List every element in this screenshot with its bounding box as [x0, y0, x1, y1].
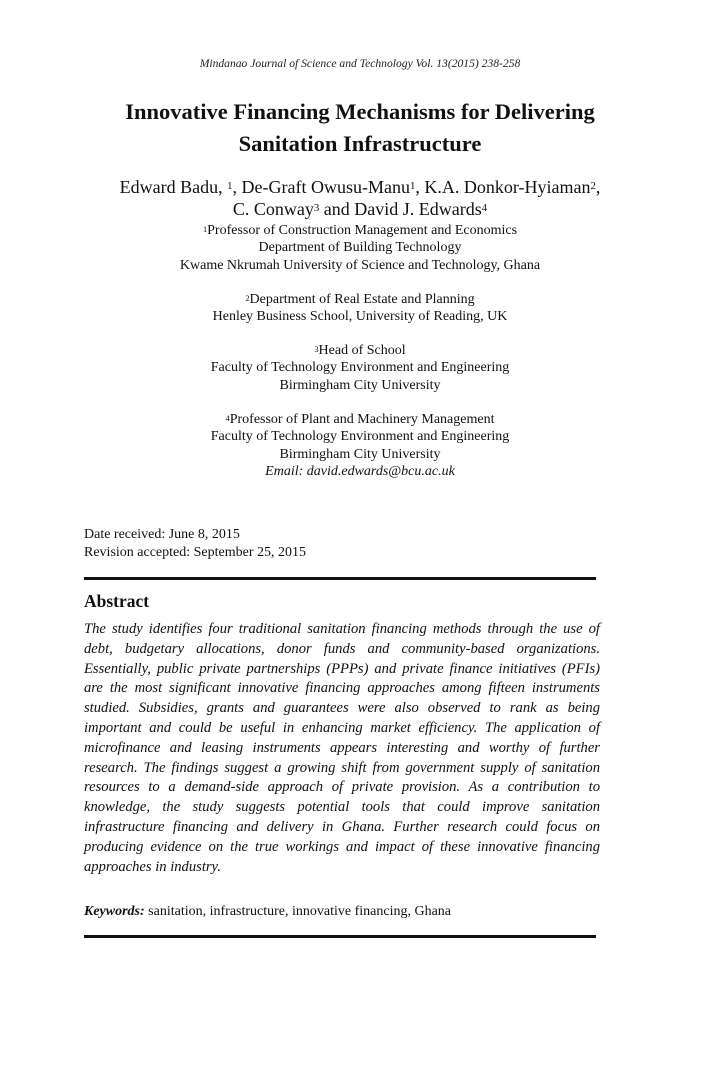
- author-line-2: [0, 198, 720, 220]
- abstract-line: important and could be useful in enhancing market efficiency. The application of: [84, 719, 600, 736]
- affiliation-line: $^3$Head of School: [314, 343, 406, 358]
- author-name: and David J. Edwards: [319, 199, 482, 219]
- keywords-value: sanitation, infrastructure, innovative financing, Ghana: [144, 904, 452, 919]
- affiliation-line: Faculty of Technology Environment and Engineering: [210, 360, 510, 376]
- affiliation-line: Department of Building Technology: [258, 240, 462, 256]
- affiliation-line: Birmingham City University: [279, 446, 441, 462]
- affiliation-line: Faculty of Technology Environment and Engineering: [210, 429, 510, 445]
- author-affiliation-mark: 1: [227, 179, 233, 192]
- author-affiliation-mark: 3: [313, 201, 320, 214]
- author-name: C. Conway: [232, 199, 314, 219]
- keywords: [84, 904, 451, 920]
- abstract-line: producing evidence on the true workings and impact of these innovative financing: [84, 838, 600, 855]
- abstract-line: studied. Subsidies, grants and guarantees were also observed to rank as being: [84, 700, 600, 717]
- keywords-label: Keywords:: [84, 904, 145, 919]
- affiliation-mark: 1: [202, 225, 208, 235]
- abstract-line: The study identifies four traditional sanitation financing methods through the use of: [84, 621, 600, 637]
- abstract-line: approaches in industry.: [84, 858, 221, 875]
- affiliation-line: $^4$Professor of Plant and Machinery Management: [225, 412, 495, 427]
- divider-top: [84, 577, 596, 580]
- affiliation-line: Kwame Nkrumah University of Science and Technology, Ghana: [179, 257, 541, 273]
- date-received: Date received: June 8, 2015: [84, 527, 240, 542]
- title-line-2: Sanitation Infrastructure: [238, 131, 482, 156]
- submission-dates: [84, 526, 306, 561]
- affiliation-3: [0, 342, 720, 394]
- affiliation-2: [0, 291, 720, 326]
- divider-bottom: [84, 935, 596, 938]
- author-name: , De-Graft Owusu-Manu: [232, 177, 410, 197]
- author-name: , K.A. Donkor-Hyiaman: [415, 177, 591, 197]
- affiliation-4: [0, 411, 720, 481]
- affiliation-1: [0, 222, 720, 274]
- affiliation-mark: 3: [314, 345, 319, 355]
- author-name: Edward Badu,: [119, 177, 228, 197]
- author-list: [0, 176, 720, 220]
- revision-accepted: Revision accepted: September 25, 2015: [84, 544, 306, 560]
- abstract-heading: Abstract: [84, 591, 150, 611]
- author-line-1: [0, 176, 720, 198]
- author-affiliation-mark: 1: [409, 179, 416, 192]
- abstract-body: [84, 620, 600, 877]
- abstract-line: knowledge, the study suggests potential tools that could improve sanitation: [84, 799, 600, 816]
- affiliation-line: $^1$Professor of Construction Management and Economics: [202, 223, 518, 238]
- affiliation-line: Birmingham City University: [279, 377, 441, 393]
- journal-header: Mindanao Journal of Science and Technology Vol. 13(2015) 238-258: [199, 57, 521, 70]
- abstract-line: are the most significant innovative financing approaches among fifteen instruments: [84, 680, 600, 697]
- abstract-line: infrastructure financing and delivery in Ghana. Further research could focus on: [84, 818, 600, 835]
- title-line-1: Innovative Financing Mechanisms for Delivering: [125, 99, 595, 124]
- contact-email[interactable]: Email: david.edwards@bcu.ac.uk: [265, 464, 455, 480]
- author-separator: ,: [595, 177, 601, 197]
- author-affiliation-mark: 2: [590, 179, 596, 192]
- abstract-line: debt, budgetary allocations, donor funds and community-based organizations.: [84, 640, 600, 657]
- abstract-line: Essentially, public private partnerships (PPPs) and private finance initiatives (PFIs): [84, 660, 600, 677]
- affiliation-line: $^2$Department of Real Estate and Planning: [245, 292, 475, 307]
- abstract-line: microfinance and leasing instruments appears interesting and worthy of further: [84, 739, 600, 756]
- paper-title: [0, 96, 720, 160]
- affiliation-mark: 4: [225, 414, 230, 424]
- author-affiliation-mark: 4: [481, 201, 488, 214]
- affiliation-line: Henley Business School, University of Reading, UK: [212, 309, 508, 325]
- abstract-line: research. The findings suggest a growing shift from government supply of sanitation: [84, 759, 600, 776]
- affiliation-mark: 2: [245, 294, 250, 304]
- abstract-line: resources to a demand-side approach of private provision. As a contribution to: [84, 779, 600, 796]
